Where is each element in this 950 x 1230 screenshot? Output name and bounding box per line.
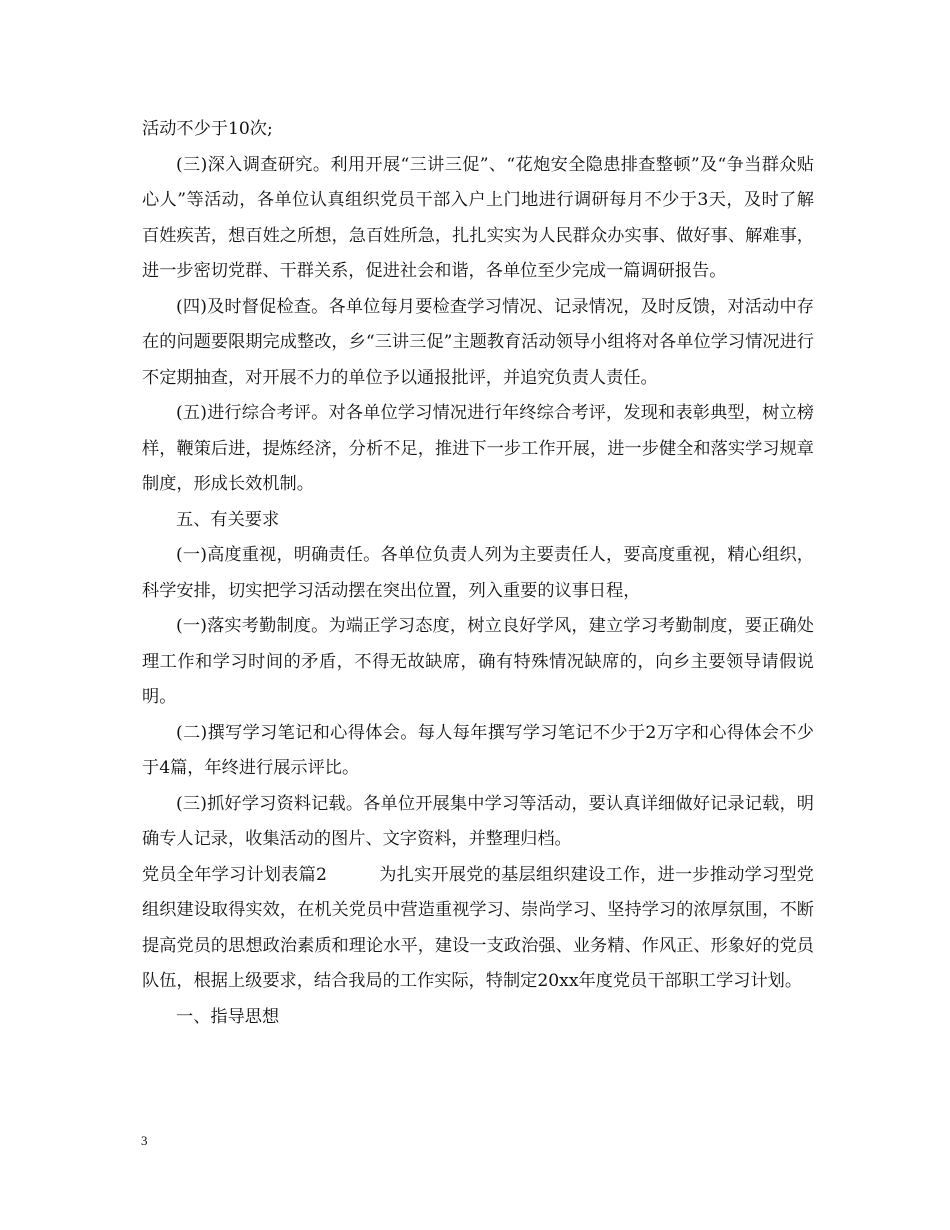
section-heading-guiding-ideology: 一、指导思想 <box>176 1006 280 1027</box>
paragraph-evaluation: (五)进行综合考评。对各单位学习情况进行年终综合考评，发现和表彰典型，树立榜样，鞭策后进，提炼经济，分析不足，推进下一步工作开展，进一步健全和落实学习规章制度，形成长效机制。 <box>142 403 814 494</box>
paragraph-attendance: (一)落实考勤制度。为端正学习态度，树立良好学风，建立学习考勤制度，要正确处理工作和学习时间的矛盾，不得无故缺席，确有特殊情况缺席的，向乡主要领导请假说明。 <box>142 616 814 707</box>
paragraph-supervision: (四)及时督促检查。各单位每月要检查学习情况、记录情况，及时反馈，对活动中存在的问题要限期完成整改，乡“三讲三促”主题教育活动领导小组将对各单位学习情况进行不定期抽查，对开展不力的单位予以通报批评，并追究负责人责任。 <box>142 296 814 388</box>
paragraph-plan-2: 党员全年学习计划表篇2 为扎实开展党的基层组织建设工作，进一步推动学习型党组织建设取得实效，在机关党员中营造重视学习、崇尚学习、坚持学习的浓厚氛围，不断提高党员的思想政治素质和理论水平，建设一支政治强、业务精、作风正、形象好的党员队伍，根据上级要求，结合我局的工作实际，特制定20xx年度党员干部职工学习计划。 <box>142 864 814 991</box>
document-body <box>142 112 814 1035</box>
section-heading-requirements: 五、有关要求 <box>176 509 280 530</box>
paragraph-attention: (一)高度重视，明确责任。各单位负责人列为主要责任人，要高度重视，精心组织，科学安排，切实把学习活动摆在突出位置，列入重要的议事日程， <box>142 545 814 601</box>
paragraph-records: (三)抓好学习资料记载。各单位开展集中学习等活动，要认真详细做好记录记载，明确专人记录，收集活动的图片、文字资料，并整理归档。 <box>142 793 814 849</box>
page-number: 3 <box>141 1133 148 1148</box>
paragraph-research: (三)深入调查研究。利用开展“三讲三促”、“花炮安全隐患排查整顿”及“争当群众贴心人”等活动，各单位认真组织党员干部入户上门地进行调研每月不少于3天，及时了解百姓疾苦，想百姓之所想，急百姓所急，扎扎实实为人民群众办实事、做好事、解难事，进一步密切党群、干群关系，促进社会和谐，各单位至少完成一篇调研报告。 <box>142 154 814 281</box>
paragraph-notes: (二)撰写学习笔记和心得体会。每人每年撰写学习笔记不少于2万字和心得体会不少于4篇，年终进行展示评比。 <box>142 722 814 778</box>
paragraph-activity-count: 活动不少于10次; <box>142 119 273 139</box>
